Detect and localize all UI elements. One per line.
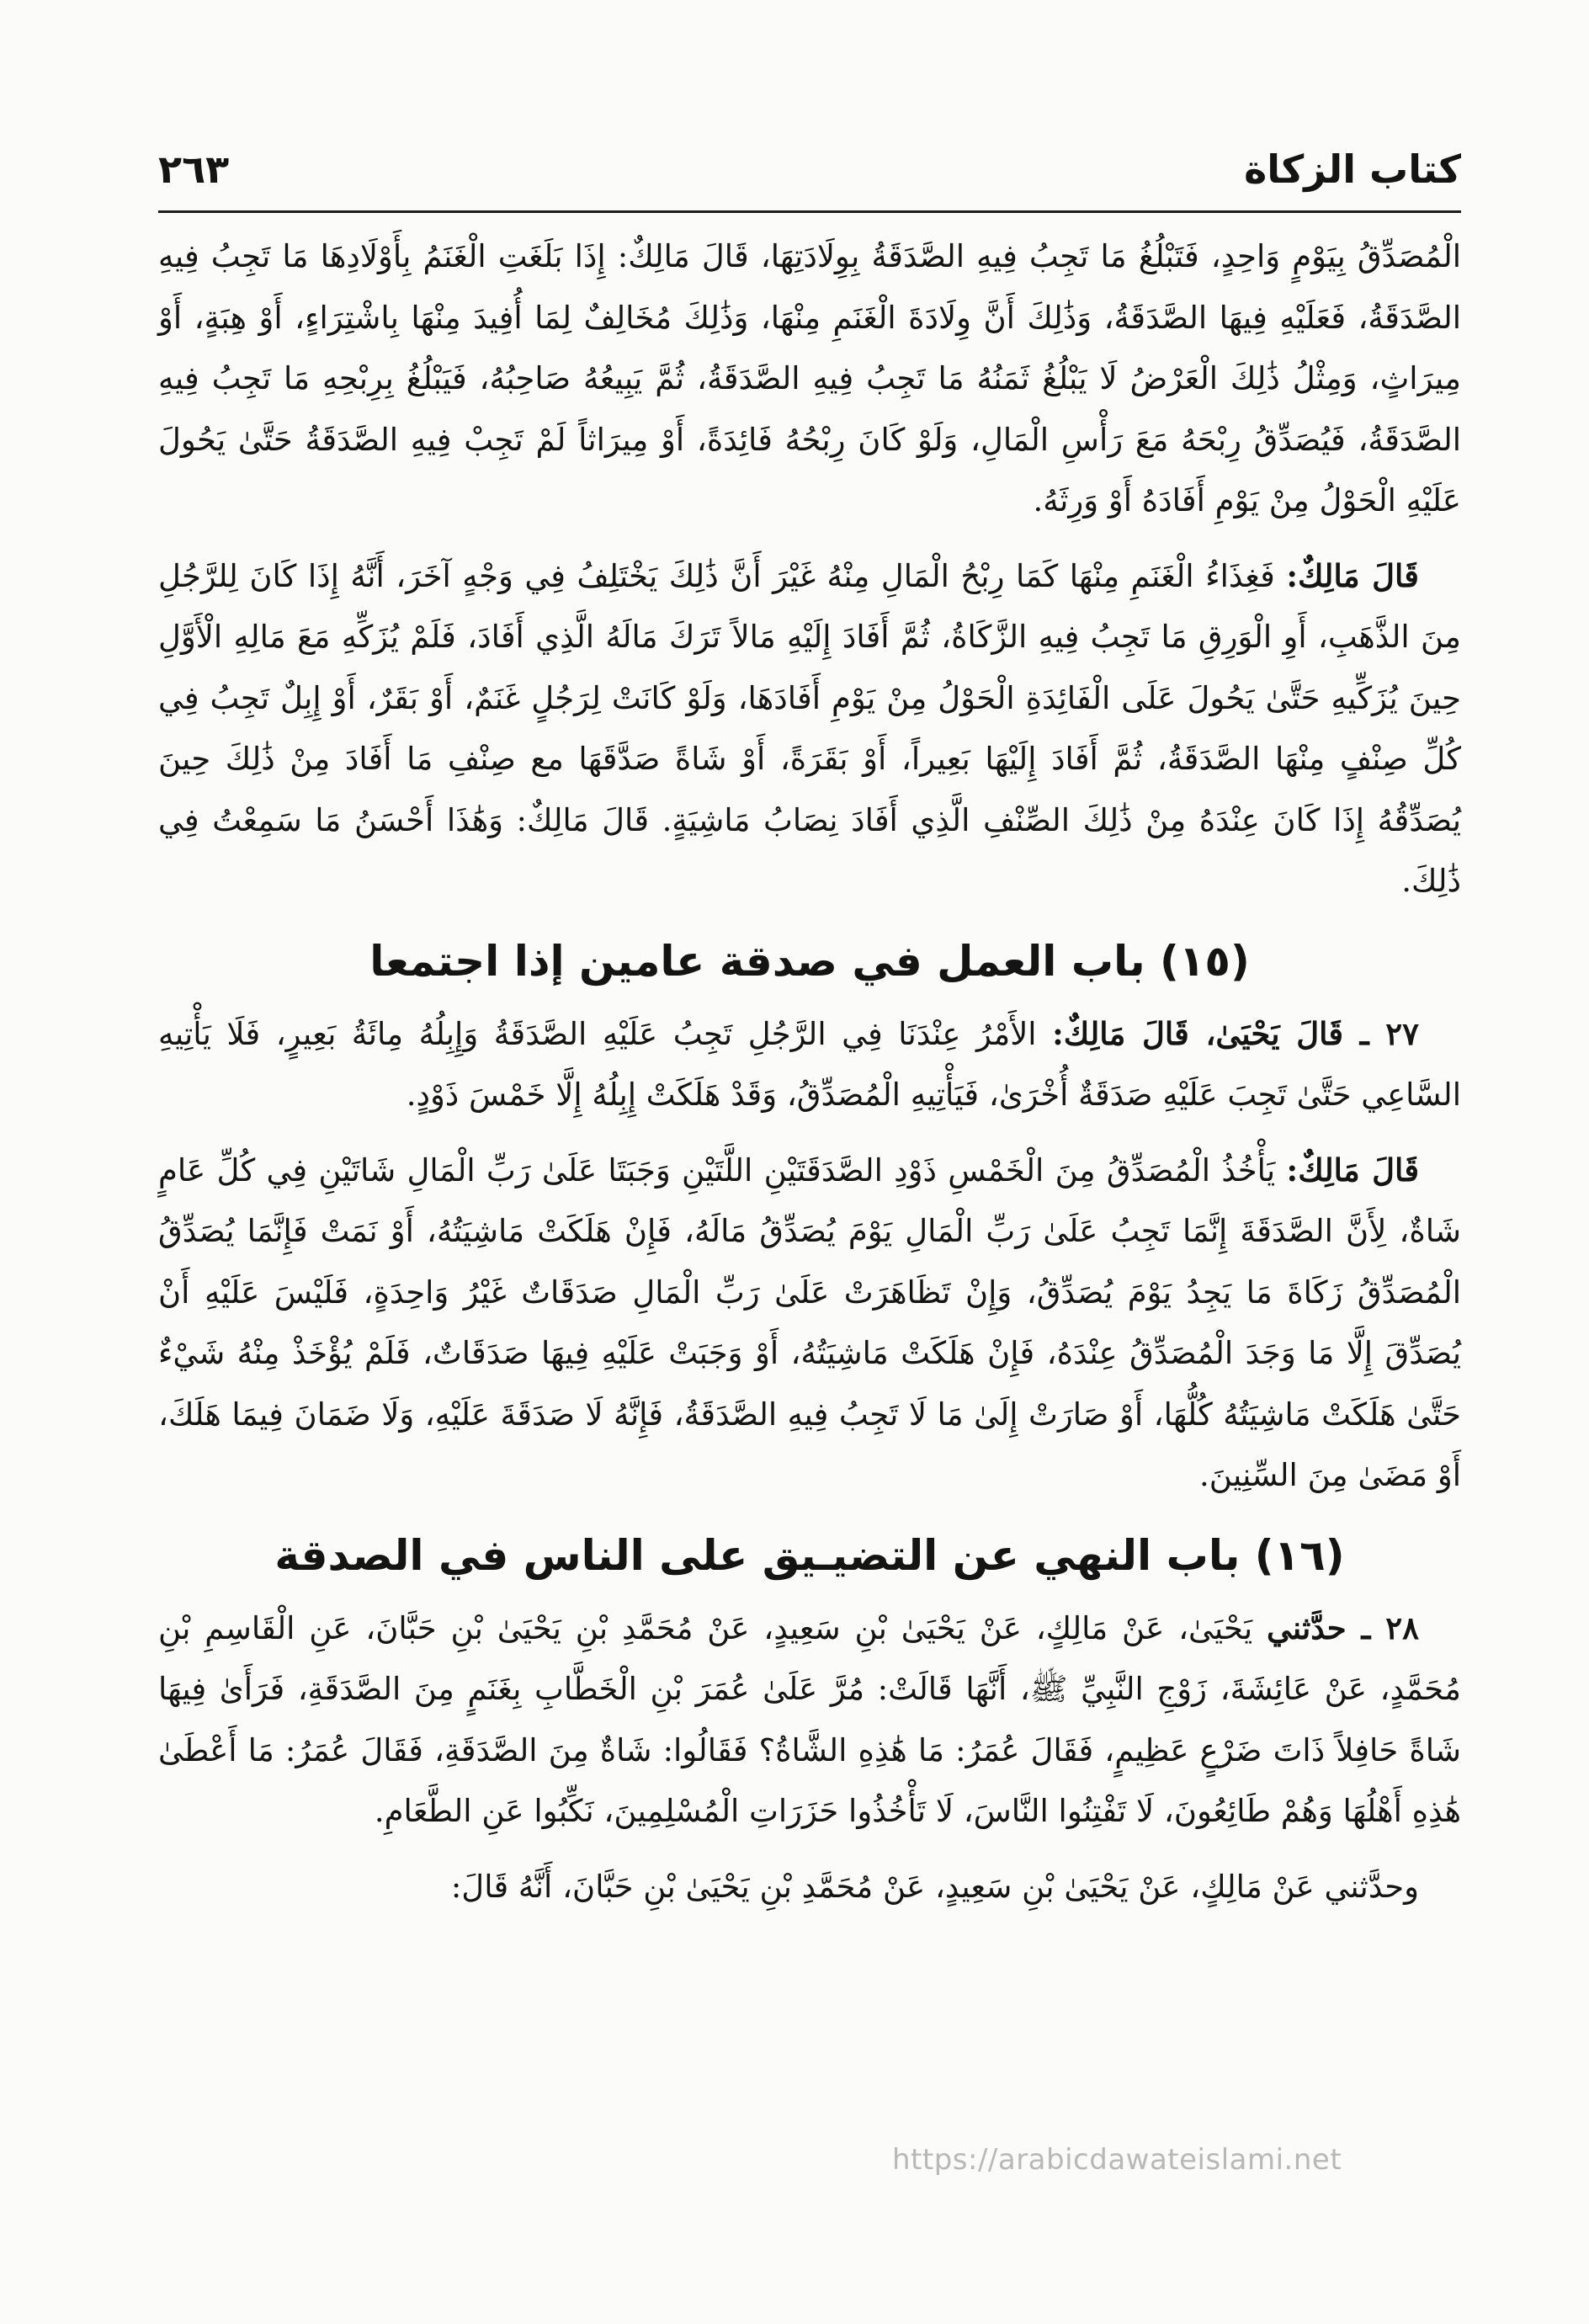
page-number: ٢٦٣ <box>158 146 230 192</box>
paragraph-text: يَحْيَىٰ، عَنْ مَالِكٍ، عَنْ يَحْيَىٰ بْنِ سَعِيدٍ، عَنْ مُحَمَّدِ بْنِ يَحْيَىٰ بْنِ حَبَّانَ، عَنِ الْقَاسِمِ بْنِ مُحَمَّدٍ، عَنْ عَائِشَةَ، زَوْجِ النَّبِيِّ ﷺ، أَنَّهَا قَالَتْ: مُرَّ عَلَىٰ عُمَرَ بْنِ الْخَطَّابِ بِغَنَمٍ مِنَ الصَّدَقَةِ، فَرَأَىٰ فِيهَا شَاةً حَافِلاً ذَاتَ ضَرْعٍ عَظِيمٍ، فَقَالَ عُمَرُ: مَا هَٰذِهِ الشَّاةُ؟ فَقَالُوا: شَاةٌ مِنَ الصَّدَقَةِ، فَقَالَ عُمَرُ: مَا أَعْطَىٰ هَٰذِهِ أَهْلُهَا وَهُمْ طَائِعُونَ، لَا تَفْتِنُوا النَّاسَ، لَا تَأْخُذُوا حَزَرَاتِ الْمُسْلِمِينَ، نَكِّبُوا عَنِ الطَّعَامِ. <box>158 1609 1461 1829</box>
paragraph <box>158 1140 1461 1507</box>
paragraph <box>158 1856 1461 1918</box>
paragraph <box>158 1003 1461 1126</box>
paragraph-lead: قَالَ مَالِكٌ: <box>1286 556 1419 594</box>
watermark-url: https://arabicdawateislami.net <box>892 2143 1342 2177</box>
paragraph-text: الْمُصَدِّقُ بِيَوْمٍ وَاحِدٍ، فَتَبْلُغُ مَا تَجِبُ فِيهِ الصَّدَقَةُ بِوِلَادَتِهَا، قَالَ مَالِكٌ: إِذَا بَلَغَتِ الْغَنَمُ بِأَوْلَادِهَا مَا تَجِبُ فِيهِ الصَّدَقَةُ، فَعَلَيْهِ فِيهَا الصَّدَقَةُ، وَذَٰلِكَ أَنَّ وِلَادَةَ الْغَنَمِ مِنْهَا، وَذَٰلِكَ مُخَالِفٌ لِمَا أُفِيدَ مِنْهَا بِاشْتِرَاءٍ، أَوْ هِبَةٍ، أَوْ مِيرَاثٍ، وَمِثْلُ ذَٰلِكَ الْعَرْضُ لَا يَبْلُغُ ثَمَنُهُ مَا تَجِبُ فِيهِ الصَّدَقَةُ، ثُمَّ يَبِيعُهُ صَاحِبُهُ، فَيَبْلُغُ بِرِبْحِهِ مَا تَجِبُ فِيهِ الصَّدَقَةُ، فَيُصَدِّقُ رِبْحَهُ مَعَ رَأْسِ الْمَالِ، وَلَوْ كَانَ رِبْحُهُ فَائِدَةً، أَوْ مِيرَاثاً لَمْ تَجِبْ فِيهِ الصَّدَقَةُ حَتَّىٰ يَحُولَ عَلَيْهِ الْحَوْلُ مِنْ يَوْمِ أَفَادَهُ أَوْ وَرِثَهُ. <box>158 238 1461 519</box>
paragraph <box>158 1598 1461 1843</box>
page-body <box>158 226 1461 1917</box>
chapter-heading: (١٥) باب العمل في صدقة عامين إذا اجتمعا <box>369 936 1250 986</box>
paragraph <box>158 545 1461 912</box>
paragraph-lead: ٢٨ ـ حدَّثني <box>1266 1609 1419 1646</box>
paragraph-text: وحدَّثني عَنْ مَالِكٍ، عَنْ يَحْيَىٰ بْنِ سَعِيدٍ، عَنْ مُحَمَّدِ بْنِ يَحْيَىٰ بْنِ حَبَّانَ، أَنَّهُ قَالَ: <box>450 1868 1419 1905</box>
paragraph-lead: قَالَ مَالِكٌ: <box>1286 1151 1420 1189</box>
chapter-heading: (١٦) باب النهي عن التضيـيق على الناس في الصدقة <box>274 1530 1345 1580</box>
header-divider <box>158 210 1461 213</box>
paragraph-lead: ٢٧ ـ قَالَ يَحْيَىٰ، قَالَ مَالِكٌ: <box>1052 1014 1419 1052</box>
paragraph-text: الأَمْرُ عِنْدَنَا فِي الرَّجُلِ تَجِبُ عَلَيْهِ الصَّدَقَةُ وَإِبِلُهُ مِائَةُ بَعِيرٍ، فَلَا يَأْتِيهِ السَّاعِي حَتَّىٰ تَجِبَ عَلَيْهِ صَدَقَةٌ أُخْرَىٰ، فَيَأْتِيهِ الْمُصَدِّقُ، وَقَدْ هَلَكَتْ إِبِلُهُ إِلَّا خَمْسَ ذَوْدٍ. <box>158 1015 1461 1113</box>
paragraph <box>158 226 1461 532</box>
book-title: كتاب الزكاة <box>1244 146 1461 192</box>
paragraph-text: فَغِذَاءُ الْغَنَمِ مِنْهَا كَمَا رِبْحُ الْمَالِ مِنْهُ غَيْرَ أَنَّ ذَٰلِكَ يَخْتَلِفُ فِي وَجْهٍ آخَرَ، أَنَّهُ إِذَا كَانَ لِلرَّجُلِ مِنَ الذَّهَبِ، أَوِ الْوَرِقِ مَا تَجِبُ فِيهِ الزَّكَاةُ، ثُمَّ أَفَادَ إِلَيْهِ مَالاً تَرَكَ مَالَهُ الَّذِي أَفَادَ، فَلَمْ يُزَكِّهِ مَعَ مَالِهِ الْأَوَّلِ حِينَ يُزَكِّيهِ حَتَّىٰ يَحُولَ عَلَى الْفَائِدَةِ الْحَوْلُ مِنْ يَوْمِ أَفَادَهَا، وَلَوْ كَانَتْ لِرَجُلٍ غَنَمٌ، أَوْ بَقَرٌ، أَوْ إِبِلٌ تَجِبُ فِي كُلِّ صِنْفٍ مِنْهَا الصَّدَقَةُ، ثُمَّ أَفَادَ إِلَيْهَا بَعِيراً، أَوْ بَقَرَةً، أَوْ شَاةً صَدَّقَهَا مع صِنْفِ مَا أَفَادَ مِنْ ذَٰلِكَ حِينَ يُصَدِّقُهُ إِذَا كَانَ عِنْدَهُ مِنْ ذَٰلِكَ الصِّنْفِ الَّذِي أَفَادَ نِصَابُ مَاشِيَةٍ. قَالَ مَالِكٌ: وَهَٰذَا أَحْسَنُ مَا سَمِعْتُ فِي ذَٰلِكَ. <box>158 557 1461 899</box>
paragraph-text: يَأْخُذُ الْمُصَدِّقُ مِنَ الْخَمْسِ ذَوْدِ الصَّدَقَتَيْنِ اللَّتَيْنِ وَجَبَتَا عَلَىٰ رَبِّ الْمَالِ شَاتَيْنِ فِي كُلِّ عَامٍ شَاةٌ، لِأَنَّ الصَّدَقَةَ إِنَّمَا تَجِبُ عَلَىٰ رَبِّ الْمَالِ يَوْمَ يُصَدِّقُ مَالَهُ، فَإِنْ هَلَكَتْ مَاشِيَتُهُ، أَوْ نَمَتْ فَإِنَّمَا يُصَدِّقُ الْمُصَدِّقُ زَكَاةَ مَا يَجِدُ يَوْمَ يُصَدِّقُ، وَإِنْ تَظَاهَرَتْ عَلَىٰ رَبِّ الْمَالِ صَدَقَاتٌ غَيْرُ وَاحِدَةٍ، فَلَيْسَ عَلَيْهِ أَنْ يُصَدِّقَ إِلَّا مَا وَجَدَ الْمُصَدِّقُ عِنْدَهُ، فَإِنْ هَلَكَتْ مَاشِيَتُهُ، أَوْ وَجَبَتْ عَلَيْهِ فِيهَا صَدَقَاتٌ، فَلَمْ يُؤْخَذْ مِنْهُ شَيْءٌ حَتَّىٰ هَلَكَتْ مَاشِيَتُهُ كُلُّهَا، أَوْ صَارَتْ إِلَىٰ مَا لَا تَجِبُ فِيهِ الصَّدَقَةُ، فَإِنَّهُ لَا صَدَقَةَ عَلَيْهِ، وَلَا ضَمَانَ فِيمَا هَلَكَ، أَوْ مَضَىٰ مِنَ السِّنِينَ. <box>158 1151 1461 1493</box>
page-header <box>158 143 1461 202</box>
